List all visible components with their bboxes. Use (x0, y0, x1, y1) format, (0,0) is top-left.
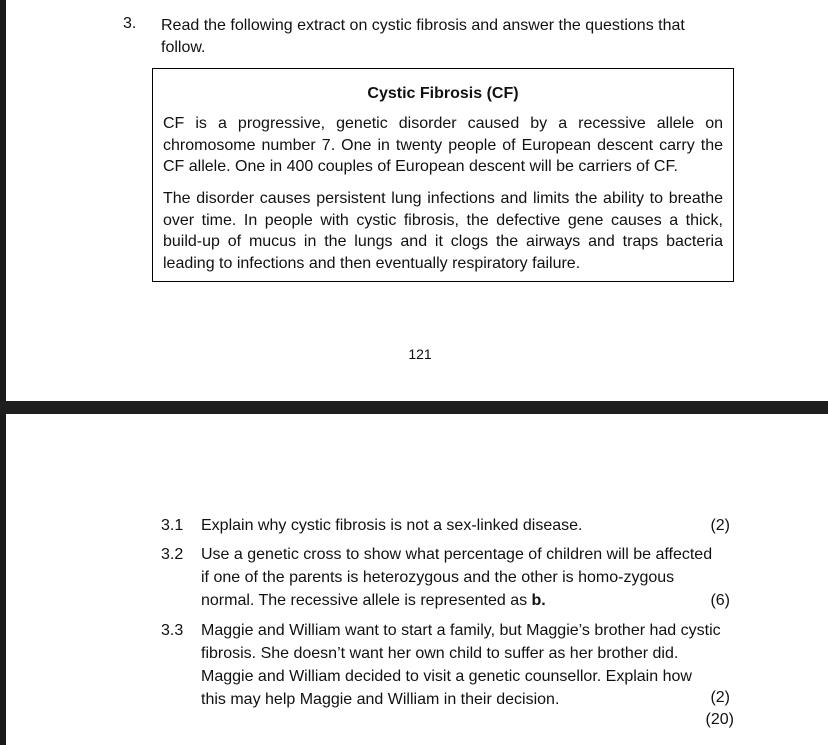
page-number: 121 (408, 346, 432, 362)
subquestion-number: 3.3 (161, 622, 184, 639)
extract-paragraph-2: The disorder causes persistent lung infections and limits the ability to breathe over time. In people with cystic fibrosis, the defective gene causes a thick, build-up of mucus in the lungs and it clogs the airways and traps bacteria leading to infections and then eventually respiratory failure. (163, 190, 723, 272)
question-number: 3. (123, 15, 137, 32)
subquestion-number: 3.1 (161, 517, 184, 534)
subquestion-text: Maggie and William want to start a family, but Maggie’s brother had cystic fibrosis. She doesn’t want her own child to suffer as her brother did. Maggie and William decided to visit a genetic counsellor. Explain how this may help Maggie and William in their decision. (201, 622, 721, 708)
subquestion-text: Explain why cystic fibrosis is not a sex-linked disease. (201, 517, 583, 534)
page-edge-bar (0, 0, 6, 745)
subquestion-text (201, 543, 721, 612)
extract-title: Cystic Fibrosis (CF) (367, 85, 519, 102)
subquestion-number: 3.2 (161, 546, 184, 563)
page-divider (0, 401, 828, 414)
subquestion-text-main: Use a genetic cross to show what percentage of children will be affected if one of the parents is heterozygous and the other is homo-zygous normal. The recessive allele is represented as (201, 546, 713, 609)
total-marks: (20) (705, 711, 734, 728)
extract-paragraph-1: CF is a progressive, genetic disorder caused by a recessive allele on chromosome number 7. One in twenty people of European descent carry the CF allele. One in 400 couples of European descent will be carriers of CF. (163, 115, 723, 175)
allele-symbol: b. (531, 592, 546, 609)
subquestion-marks: (2) (710, 517, 730, 534)
subquestion-marks: (6) (710, 592, 730, 609)
question-text: Read the following extract on cystic fibrosis and answer the questions that follow. (161, 17, 685, 56)
extract-box (152, 68, 734, 282)
subquestion-marks: (2) (710, 689, 730, 706)
